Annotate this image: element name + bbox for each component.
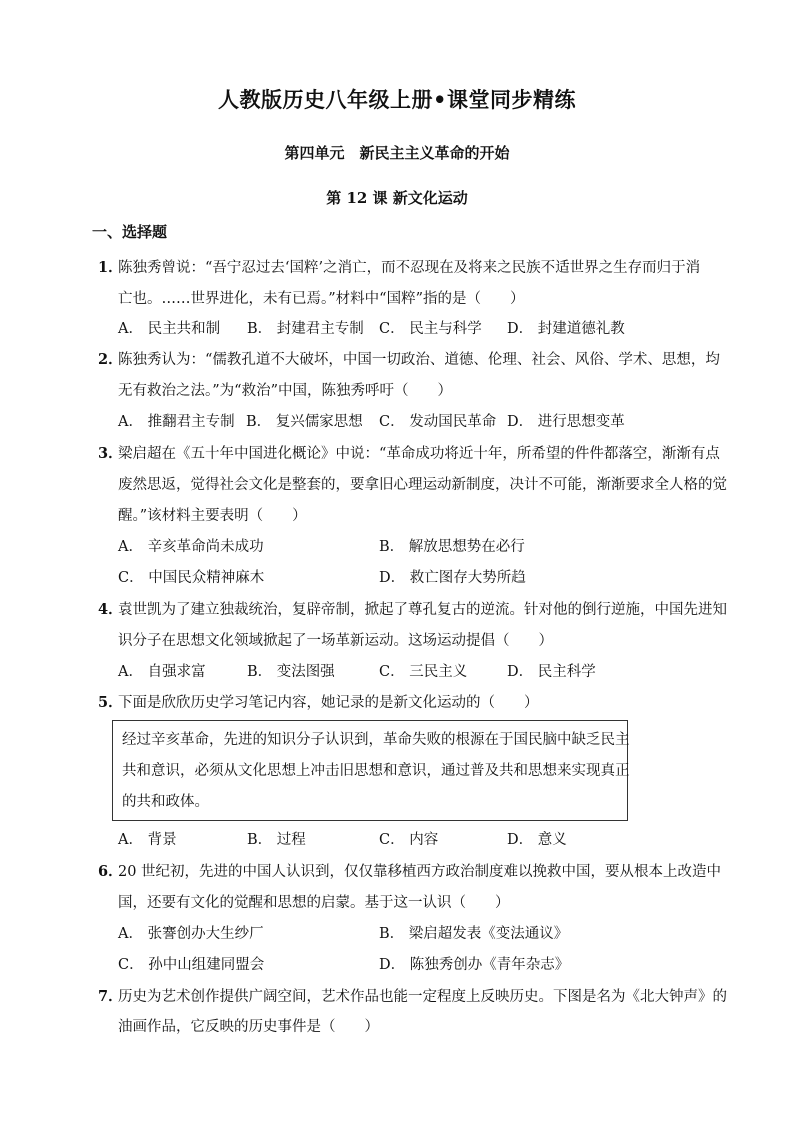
question-text: 陈独秀认为：“儒教孔道不大破坏，中国一切政治、道德、伦理、社会、风俗、学术、思想，均: [118, 352, 720, 368]
option-d: D． 民主科学: [507, 664, 596, 680]
question-text: 废然思返，觉得社会文化是整套的，要拿旧心理运动新制度，决计不可能，渐渐要求全人格的觉: [118, 477, 727, 493]
option-a: A． 民主共和制: [118, 321, 221, 337]
question-text: 梁启超在《五十年中国进化概论》中说：“革命成功将近十年，所希望的件件都落空，渐渐有点: [118, 446, 720, 462]
option-b: B． 梁启超发表《变法通议》: [379, 926, 569, 942]
option-c: C． 内容: [379, 832, 439, 848]
note-text: 的共和政体。: [122, 794, 209, 810]
option-b: B． 过程: [247, 832, 306, 848]
question-number: 1．: [98, 259, 123, 276]
lesson-heading: 第 12 课 新文化运动: [326, 189, 468, 207]
question-number: 7．: [98, 988, 123, 1005]
option-b: B． 复兴儒家思想: [246, 414, 363, 430]
option-d: D． 救亡图存大势所趋: [379, 570, 526, 586]
question-number: 6．: [98, 863, 123, 880]
option-d: D． 进行思想变革: [507, 414, 625, 430]
question-text: 历史为艺术创作提供广阔空间，艺术作品也能一定程度上反映历史。下图是名为《北大钟声》的: [118, 989, 727, 1005]
option-a: A． 张謇创办大生纱厂: [118, 926, 264, 942]
question-text: 陈独秀曾说：“吾宁忍过去‘国粹’之消亡，而不忍现在及将来之民族不适世界之生存而归于消: [118, 260, 701, 276]
question-number: 4．: [98, 601, 123, 618]
question-text: 油画作品，它反映的历史事件是（ ）: [118, 1019, 379, 1035]
option-c: C． 民主与科学: [379, 321, 482, 337]
question-text: 袁世凯为了建立独裁统治，复辟帝制，掀起了尊孔复古的逆流。针对他的倒行逆施，中国先进知: [118, 602, 727, 618]
question-number: 2．: [98, 351, 123, 368]
note-text: 共和意识，必须从文化思想上冲击旧思想和意识，通过普及共和思想来实现真正: [122, 763, 630, 779]
option-d: D． 封建道德礼教: [507, 321, 625, 337]
option-c: C． 中国民众精神麻木: [118, 570, 265, 586]
option-c: C． 发动国民革命: [379, 414, 497, 430]
note-box: [112, 720, 628, 821]
question-text: 醒。”该材料主要表明（ ）: [118, 508, 307, 524]
page-title: 人教版历史八年级上册•课堂同步精练: [218, 87, 576, 112]
question-text: 20 世纪初，先进的中国人认识到，仅仅靠移植西方政治制度难以挽救中国，要从根本上改造中: [118, 864, 722, 880]
question-text: 国，还要有文化的觉醒和思想的启蒙。基于这一认识（ ）: [118, 895, 510, 911]
question-text: 亡也。……世界进化，未有已焉。”材料中“国粹”指的是（ ）: [118, 291, 525, 307]
option-c: C． 孙中山组建同盟会: [118, 957, 265, 973]
question-text: 无有救治之法。”为“救治”中国，陈独秀呼吁（ ）: [118, 383, 452, 399]
unit-heading: 第四单元 新民主主义革命的开始: [284, 144, 510, 162]
option-a: A． 推翻君主专制: [118, 414, 235, 430]
note-text: 经过辛亥革命，先进的知识分子认识到，革命失败的根源在于国民脑中缺乏民主: [122, 732, 630, 748]
question-text: 识分子在思想文化领域掀起了一场革新运动。这场运动提倡（ ）: [118, 633, 553, 649]
option-b: B． 封建君主专制: [247, 321, 364, 337]
question-text: 下面是欣欣历史学习笔记内容，她记录的是新文化运动的（ ）: [118, 695, 539, 711]
option-d: D． 意义: [507, 832, 567, 848]
question-number: 5．: [98, 694, 123, 711]
option-a: A． 背景: [118, 832, 177, 848]
section-heading: 一、选择题: [92, 223, 168, 241]
question-number: 3．: [98, 445, 123, 462]
option-d: D． 陈独秀创办《青年杂志》: [379, 957, 570, 973]
option-b: B． 变法图强: [247, 664, 335, 680]
option-a: A． 辛亥革命尚未成功: [118, 539, 264, 555]
option-a: A． 自强求富: [118, 664, 206, 680]
option-c: C． 三民主义: [379, 664, 468, 680]
option-b: B． 解放思想势在必行: [379, 539, 525, 555]
